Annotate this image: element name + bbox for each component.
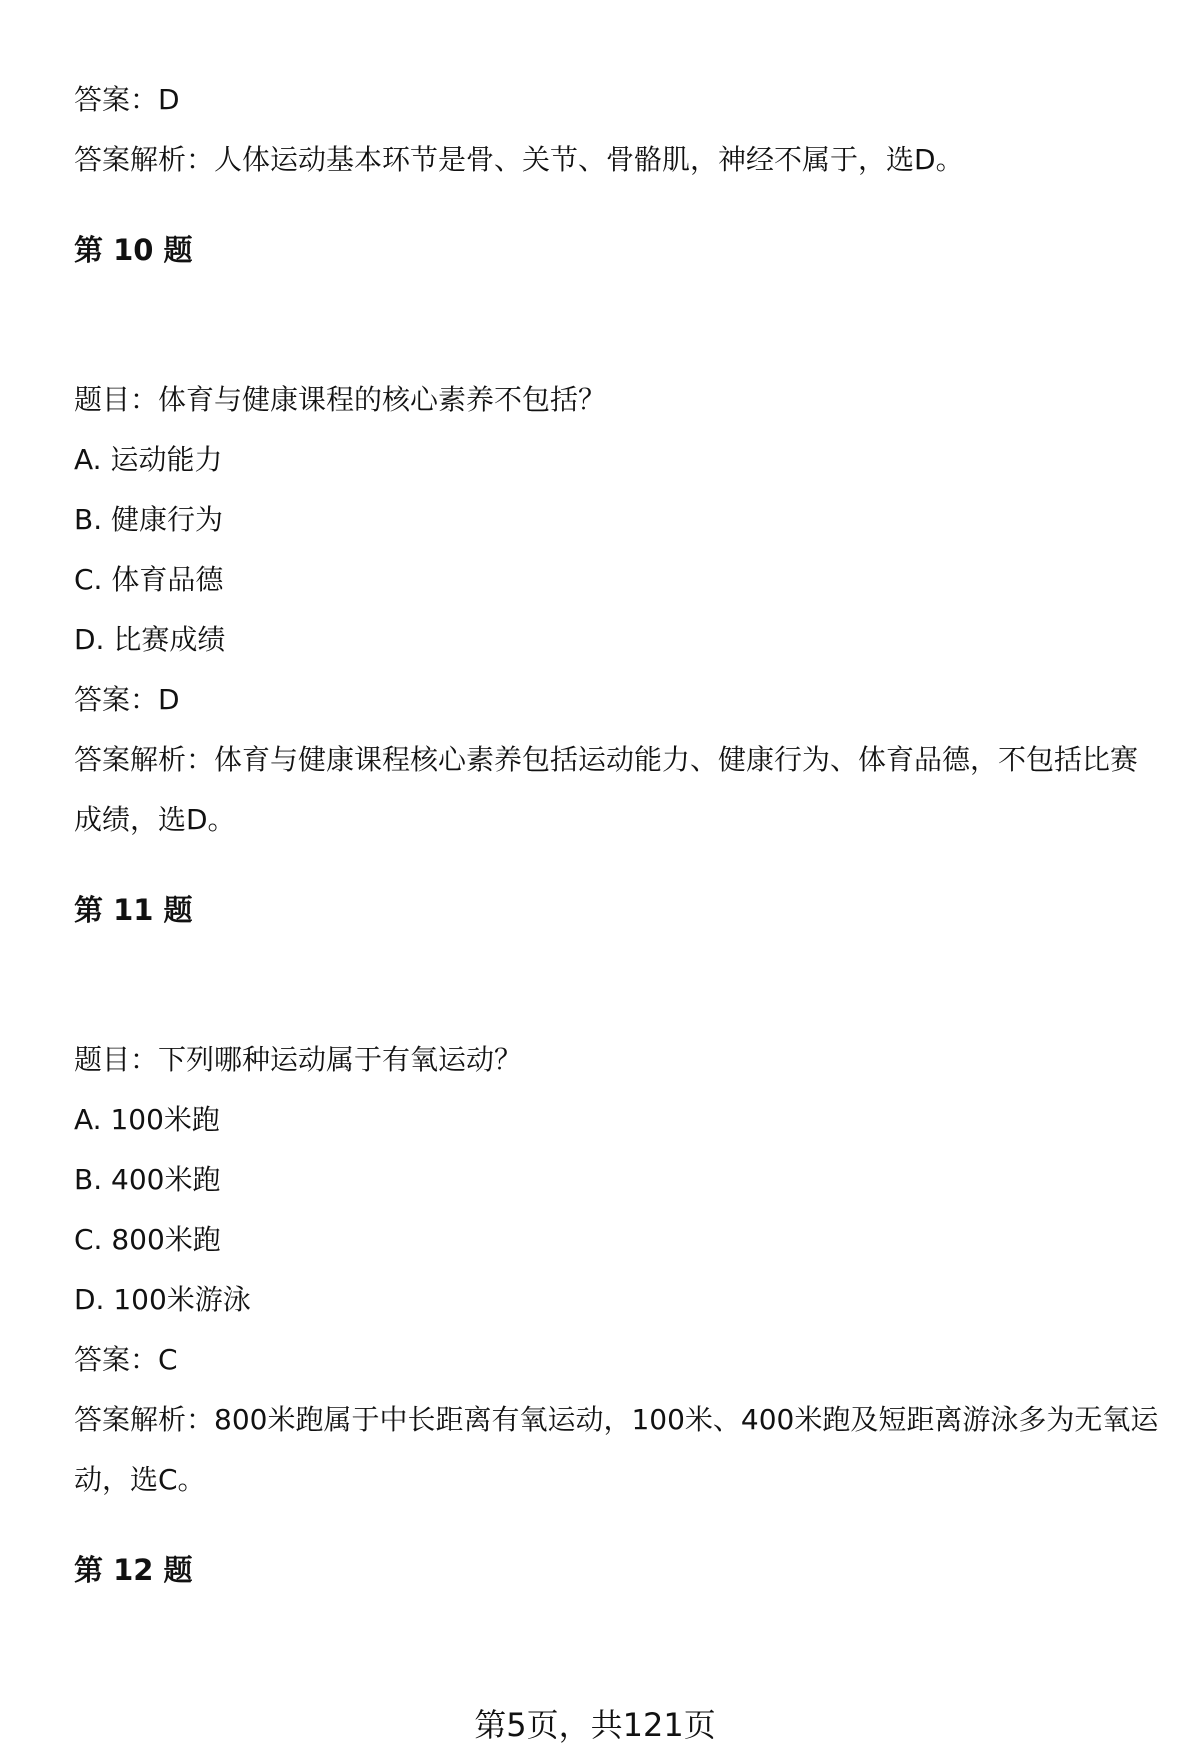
q11-option-d: D. 100米游泳 [74, 1283, 251, 1316]
q11-question: 题目：下列哪种运动属于有氧运动？ [74, 1043, 523, 1076]
q9-explanation: 答案解析：人体运动基本环节是骨、关节、骨骼肌，神经不属于，选D。 [74, 143, 964, 176]
q10-answer: 答案：D [74, 683, 180, 716]
q10-option-c: C. 体育品德 [74, 563, 224, 596]
q10-question: 题目：体育与健康课程的核心素养不包括？ [74, 383, 607, 416]
q11-option-b: B. 400米跑 [74, 1163, 221, 1196]
q11-explanation: 答案解析：800米跑属于中长距离有氧运动，100米、400米跑及短距离游泳多为无氧运动，选C。 [74, 1403, 1159, 1496]
q10-option-a: A. 运动能力 [74, 443, 223, 476]
q10-option-b: B. 健康行为 [74, 503, 224, 536]
q12-heading: 第 12 题 [74, 1553, 193, 1587]
q10-heading: 第 10 题 [74, 233, 193, 267]
q10-explanation: 答案解析：体育与健康课程核心素养包括运动能力、健康行为、体育品德，不包括比赛成绩，选D。 [74, 743, 1139, 836]
q11-option-a: A. 100米跑 [74, 1103, 220, 1136]
q11-heading: 第 11 题 [74, 893, 193, 927]
q9-answer: 答案：D [74, 83, 180, 116]
q10-option-d: D. 比赛成绩 [74, 623, 226, 656]
q11-option-c: C. 800米跑 [74, 1223, 221, 1256]
page-number-footer: 第5页，共121页 [474, 1706, 716, 1744]
q11-answer: 答案：C [74, 1343, 178, 1376]
